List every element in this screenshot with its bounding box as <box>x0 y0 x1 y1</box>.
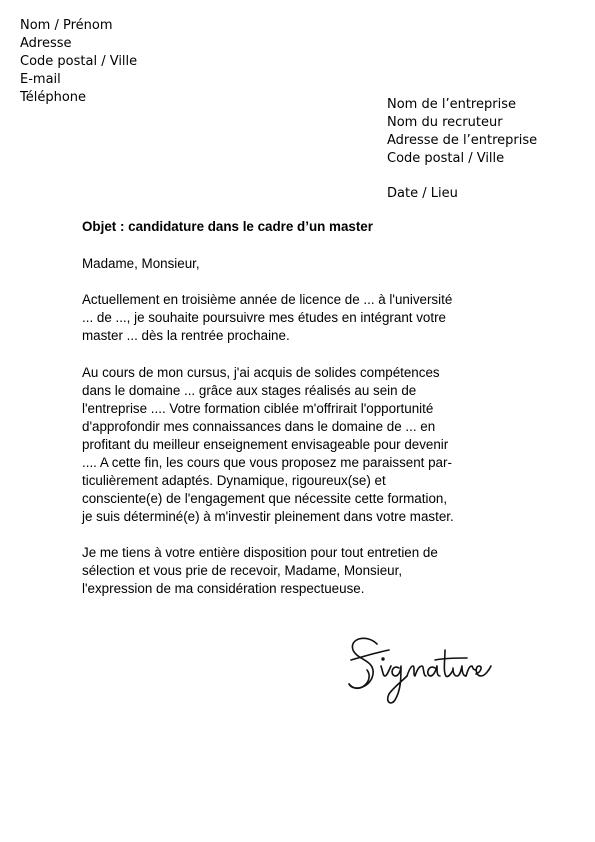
recipient-recruiter: Nom du recruteur <box>387 115 503 130</box>
sender-email: E-mail <box>20 72 61 87</box>
sender-phone: Téléphone <box>20 90 87 105</box>
paragraph-line: l'entreprise .... Votre formation ciblée m'offrirait l'opportunité <box>82 401 434 416</box>
paragraph-line: ticulièrement adaptés. Dynamique, rigoureux(se) et <box>82 473 386 488</box>
paragraph-line: dans le domaine ... grâce aux stages réalisés au sein de <box>82 383 417 398</box>
recipient-block <box>387 96 537 168</box>
paragraph-motivation <box>82 364 522 526</box>
letter-subject: Objet : candidature dans le cadre d’un master <box>82 219 373 234</box>
recipient-postal-city: Code postal / Ville <box>387 151 505 166</box>
paragraph-line: l'expression de ma considération respectueuse. <box>82 581 365 596</box>
sender-postal-city: Code postal / Ville <box>20 54 138 69</box>
paragraph-closing <box>82 544 522 598</box>
sender-block <box>20 17 137 107</box>
paragraph-line: master ... dès la rentrée prochaine. <box>82 328 290 343</box>
recipient-company: Nom de l’entreprise <box>387 97 516 112</box>
paragraph-line: Au cours de mon cursus, j'ai acquis de solides compétences <box>82 365 440 380</box>
paragraph-line: .... A cette fin, les cours que vous proposez me paraissent par- <box>82 455 452 470</box>
paragraph-line: ... de ..., je souhaite poursuivre mes études en intégrant votre <box>82 310 446 325</box>
paragraph-line: je suis déterminé(e) à m'investir pleinement dans votre master. <box>82 509 454 524</box>
paragraph-intro <box>82 291 522 345</box>
paragraph-line: Je me tiens à votre entière disposition pour tout entretien de <box>82 545 438 560</box>
paragraph-line: profitant du meilleur enseignement envisageable pour devenir <box>82 437 449 452</box>
paragraph-line: sélection et vous prie de recevoir, Madame, Monsieur, <box>82 563 403 578</box>
paragraph-line: consciente(e) de l'engagement que nécessite cette formation, <box>82 491 448 506</box>
sender-name: Nom / Prénom <box>20 18 113 33</box>
date-place: Date / Lieu <box>387 186 458 201</box>
letter-salutation: Madame, Monsieur, <box>82 256 200 271</box>
paragraph-line: Actuellement en troisième année de licence de ... à l'université <box>82 292 453 307</box>
recipient-address: Adresse de l’entreprise <box>387 133 538 148</box>
handwritten-signature-icon <box>345 630 495 710</box>
sender-address: Adresse <box>20 36 72 51</box>
paragraph-line: d'approfondir mes connaissances dans le domaine de ... en <box>82 419 436 434</box>
